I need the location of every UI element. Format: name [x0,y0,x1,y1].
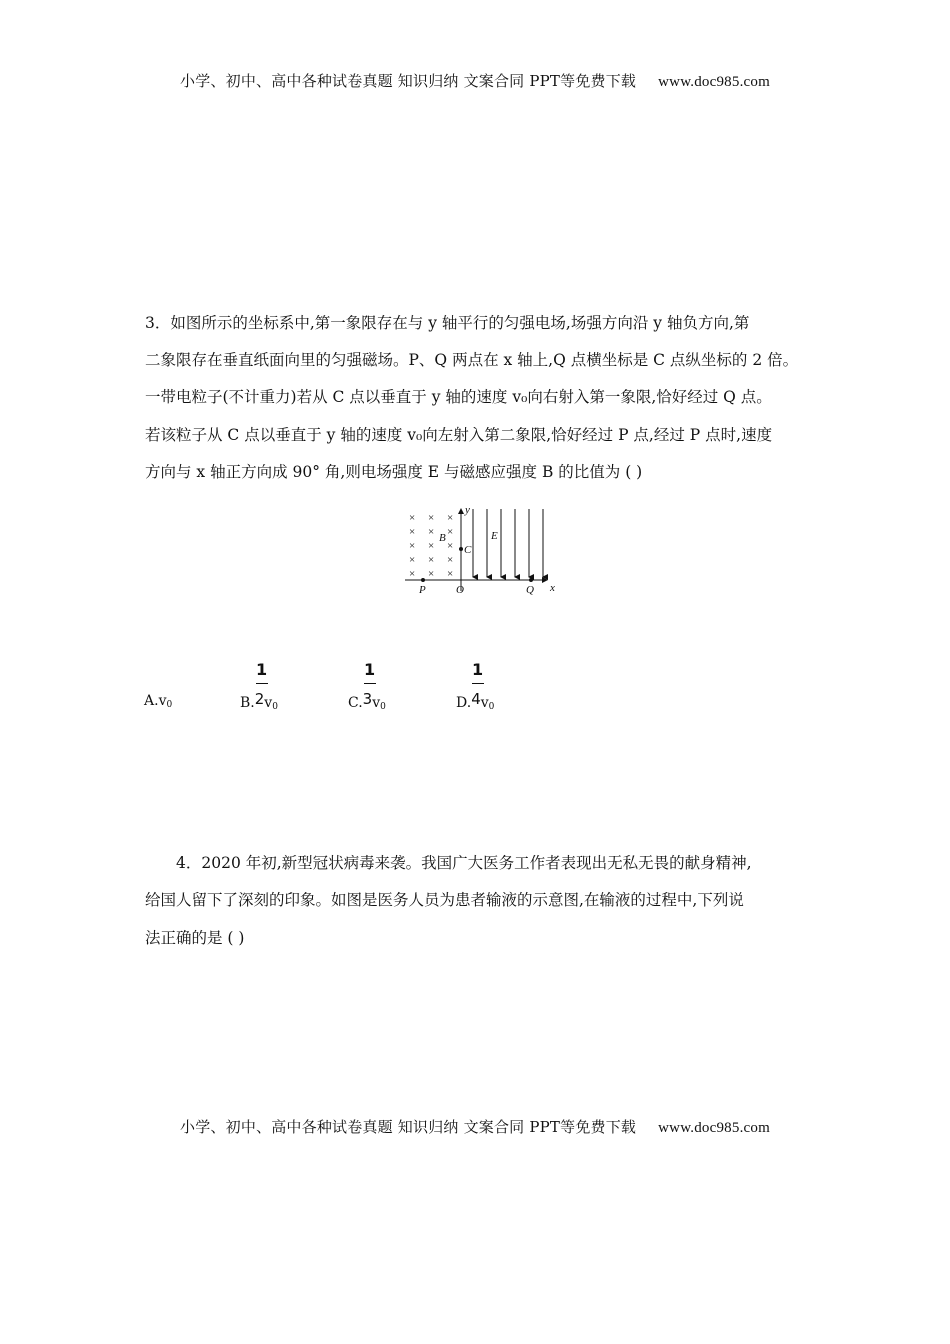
header-text: 小学、初中、高中各种试卷真题 知识归纳 文案合同 PPT等免费下载 [180,72,637,90]
option-b-v: v [264,695,273,711]
option-d-sub: 0 [488,702,495,712]
label-q: Q [526,584,534,596]
e-field-lines [473,509,543,577]
q3-line-2: 二象限存在垂直纸面向里的匀强磁场。P、Q 两点在 x 轴上,Q 点横坐标是 C 点纵坐标的 2 倍。 [145,351,799,369]
label-e: E [491,530,498,542]
option-c-numerator: 1 [364,660,376,679]
option-d-letter: D. [456,695,472,711]
option-b-sub: 0 [272,702,278,712]
option-b [240,690,278,712]
option-a [144,693,172,710]
point-p [421,578,425,582]
page-header [0,70,950,91]
option-a-v: v [158,693,167,709]
b-field-crosses [409,512,453,580]
point-c [459,547,463,551]
cross: × [428,512,435,524]
footer-site: www.doc985.com [658,1120,770,1136]
page-footer [0,1116,950,1137]
point-q [529,578,533,582]
option-c-v: v [372,695,381,711]
cross: × [428,540,435,552]
cross: × [428,568,435,580]
option-b-numerator: 1 [256,660,268,679]
q3-options [0,660,950,720]
label-x: x [550,582,555,594]
label-p: P [419,584,426,596]
cross: × [428,554,435,566]
cross: × [447,540,454,552]
header-site: www.doc985.com [658,74,770,90]
option-c-denominator: 3 [362,690,373,708]
label-y: y [465,504,470,516]
cross: × [409,526,416,538]
q3-line-5: 方向与 x 轴正方向成 90° 角,则电场强度 E 与磁感应强度 B 的比值为 ( ) [145,463,643,481]
cross: × [447,568,454,580]
cross: × [447,512,454,524]
footer-text: 小学、初中、高中各种试卷真题 知识归纳 文案合同 PPT等免费下载 [180,1118,637,1136]
label-c: C [464,544,472,556]
option-c-fraction-bar [364,683,376,684]
option-d-v: v [480,695,489,711]
cross: × [428,526,435,538]
q3-line-3: 一带电粒子(不计重力)若从 C 点以垂直于 y 轴的速度 v₀向右射入第一象限,恰好经过 Q 点。 [145,388,772,406]
cross: × [409,512,416,524]
label-b: B [439,532,446,544]
q4-line-2: 给国人留下了深刻的印象。如图是医务人员为患者输液的示意图,在输液的过程中,下列说 [145,891,744,909]
q3-line-1: 3．如图所示的坐标系中,第一象限存在与 y 轴平行的匀强电场,场强方向沿 y 轴负方向,第 [145,314,750,332]
cross: × [409,554,416,566]
option-c [348,690,386,712]
cross: × [447,526,454,538]
field-diagram [395,503,565,599]
option-d-denominator: 4 [471,690,481,708]
q3-line-4: 若该粒子从 C 点以垂直于 y 轴的速度 v₀向左射入第二象限,恰好经过 P 点,经过 P 点时,速度 [145,426,773,444]
option-d-fraction-bar [472,683,484,684]
option-a-letter: A. [144,693,159,709]
option-c-letter: C. [348,695,363,711]
option-d [456,690,495,712]
option-b-denominator: 2 [254,690,265,708]
label-o: O [456,584,464,596]
cross: × [409,540,416,552]
option-d-numerator: 1 [472,660,484,679]
option-b-fraction-bar [256,683,268,684]
q4-line-1: 4．2020 年初,新型冠状病毒来袭。我国广大医务工作者表现出无私无畏的献身精神, [176,854,752,872]
option-a-sub: 0 [166,700,173,710]
option-b-letter: B. [240,695,255,711]
option-c-sub: 0 [380,702,386,712]
cross: × [447,554,454,566]
q4-line-3: 法正确的是 ( ) [145,929,245,947]
cross: × [409,568,416,580]
